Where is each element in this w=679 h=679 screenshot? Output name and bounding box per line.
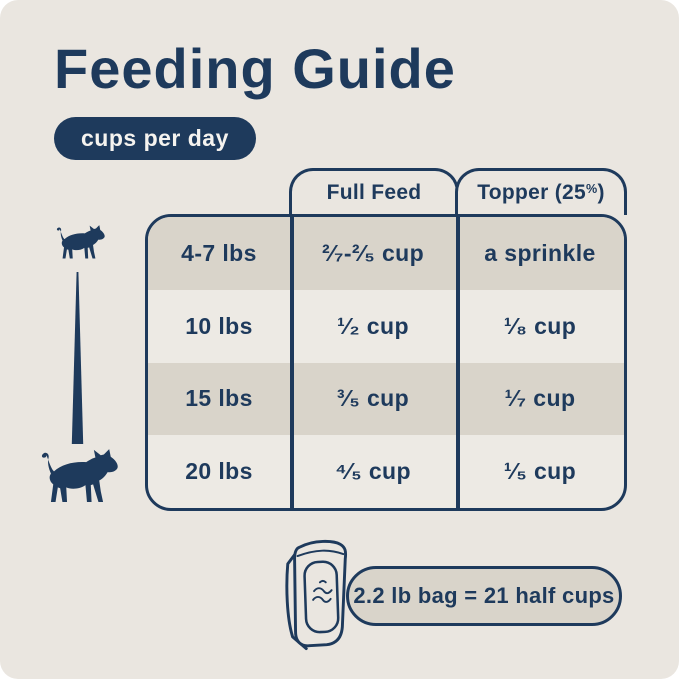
feeding-table-rows [148, 217, 624, 508]
full-feed-label: Full Feed [326, 181, 422, 204]
column-divider [456, 217, 460, 508]
weight-cell: 4-7 lbs [181, 239, 257, 266]
size-scale-wedge [71, 272, 84, 444]
weight-cell: 20 lbs [185, 458, 253, 485]
topper-cell: ¹⁄₇ cup [504, 385, 576, 412]
column-header-full-feed [289, 168, 459, 215]
topper-cell: a sprinkle [484, 239, 596, 266]
page-title: Feeding Guide [54, 37, 456, 100]
cups-per-day-badge [54, 117, 256, 160]
table-row [148, 435, 624, 508]
table-row [148, 290, 624, 363]
full-feed-cell: ¹⁄₂ cup [337, 312, 409, 339]
large-cat-icon [31, 447, 123, 511]
topper-cell: ¹⁄₅ cup [503, 458, 577, 485]
column-divider [290, 217, 294, 508]
full-feed-cell: ³⁄₅ cup [336, 385, 410, 412]
full-feed-cell: ⁴⁄₅ cup [335, 458, 411, 485]
small-cat-icon [50, 221, 108, 267]
column-header-topper [455, 168, 627, 215]
full-feed-cell: ²⁄₇-²⁄₅ cup [321, 239, 425, 266]
cups-per-day-label: cups per day [81, 125, 229, 151]
food-bag-icon [279, 535, 355, 655]
table-row [148, 217, 624, 290]
bag-note-label: 2.2 lb bag = 21 half cups [353, 583, 615, 608]
topper-label: Topper (25%) [477, 181, 605, 204]
topper-cell: ¹⁄₈ cup [503, 312, 577, 339]
table-row [148, 363, 624, 436]
feeding-table [145, 214, 627, 511]
weight-cell: 10 lbs [185, 312, 253, 339]
bag-note-pill [346, 566, 622, 626]
weight-cell: 15 lbs [185, 385, 253, 412]
